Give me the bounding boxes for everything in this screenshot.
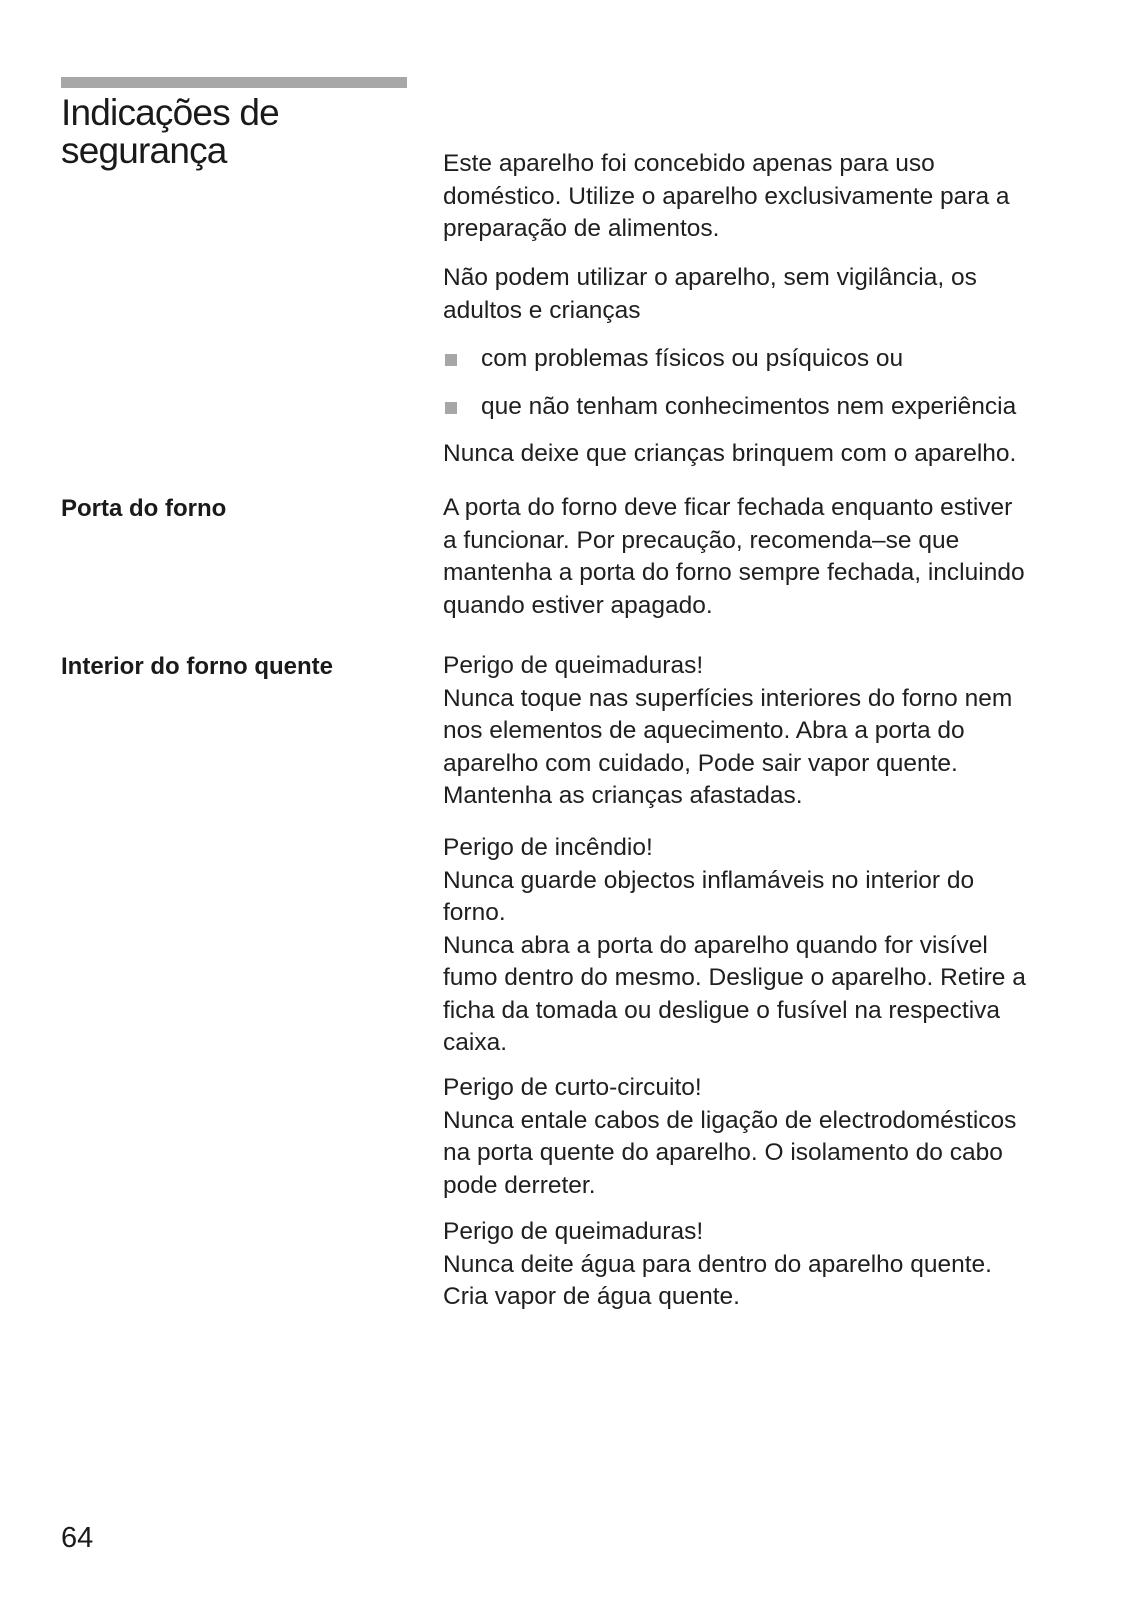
- text-line: Nunca deite água para dentro do aparelho quente.: [443, 1250, 992, 1278]
- bullet-square-icon: [445, 354, 457, 366]
- burn-warning-paragraph: [443, 650, 1083, 813]
- text-line: caixa.: [443, 1029, 508, 1056]
- list-item-text: que não tenham conhecimentos nem experiência: [481, 393, 1017, 420]
- title-line: Indicações de: [61, 92, 279, 133]
- list-item: [443, 343, 1083, 376]
- fire-warning-paragraph: [443, 832, 1083, 1060]
- section-rule: [61, 77, 407, 88]
- list-item: [443, 391, 1083, 424]
- text-line: A porta do forno deve ficar fechada enquanto estiver: [443, 494, 1013, 521]
- page-number: 64: [61, 1522, 94, 1554]
- short-circuit-warning-paragraph: [443, 1072, 1083, 1202]
- text-line: Este aparelho foi concebido apenas para uso: [443, 150, 935, 177]
- text-line: Nunca entale cabos de ligação de electrodomésticos: [443, 1106, 1017, 1134]
- text-line: Cria vapor de água quente.: [443, 1283, 740, 1310]
- text-line: mantenha a porta do forno sempre fechada, incluindo: [443, 559, 1025, 586]
- text-line: Perigo de queimaduras!: [443, 652, 704, 679]
- section-heading-interior: Interior do forno quente: [61, 653, 333, 680]
- text-line: doméstico. Utilize o aparelho exclusivamente para a: [443, 182, 1010, 210]
- text-line: Mantenha as crianças afastadas.: [443, 782, 803, 809]
- text-line: Nunca abra a porta do aparelho quando for visível: [443, 931, 988, 959]
- hot-water-warning-paragraph: [443, 1216, 1083, 1314]
- bullet-square-icon: [445, 402, 457, 414]
- text-line: Perigo de queimaduras!: [443, 1218, 704, 1245]
- door-paragraph: [443, 492, 1083, 622]
- text-line: ficha da tomada ou desligue o fusível na respectiva: [443, 996, 1001, 1024]
- list-item-text: com problemas físicos ou psíquicos ou: [481, 345, 904, 372]
- text-line: pode derreter.: [443, 1171, 596, 1199]
- text-line: Perigo de incêndio!: [443, 834, 653, 861]
- title-line: segurança: [61, 130, 227, 171]
- text-line: a funcionar. Por precaução, recomenda–se que: [443, 526, 960, 554]
- text-line: quando estiver apagado.: [443, 591, 713, 619]
- intro-paragraph-1: [443, 148, 1083, 246]
- text-line: Nunca guarde objectos inflamáveis no interior do: [443, 866, 975, 894]
- intro-paragraph-2: [443, 262, 1083, 327]
- page-title: [61, 94, 401, 170]
- text-line: Não podem utilizar o aparelho, sem vigilância, os: [443, 264, 977, 291]
- text-line: aparelho com cuidado, Pode sair vapor quente.: [443, 749, 958, 777]
- text-line: forno.: [443, 899, 506, 926]
- text-line: adultos e crianças: [443, 296, 641, 324]
- text-line: Nunca toque nas superfícies interiores do forno nem: [443, 684, 1013, 712]
- text-line: Perigo de curto-circuito!: [443, 1074, 702, 1101]
- text-line: fumo dentro do mesmo. Desligue o aparelho. Retire a: [443, 964, 1026, 991]
- intro-paragraph-3: Nunca deixe que crianças brinquem com o aparelho.: [443, 440, 1017, 467]
- text-line: na porta quente do aparelho. O isolamento do cabo: [443, 1139, 1003, 1166]
- section-heading-door: Porta do forno: [61, 495, 227, 522]
- text-line: nos elementos de aquecimento. Abra a porta do: [443, 717, 965, 744]
- text-line: preparação de alimentos.: [443, 215, 720, 242]
